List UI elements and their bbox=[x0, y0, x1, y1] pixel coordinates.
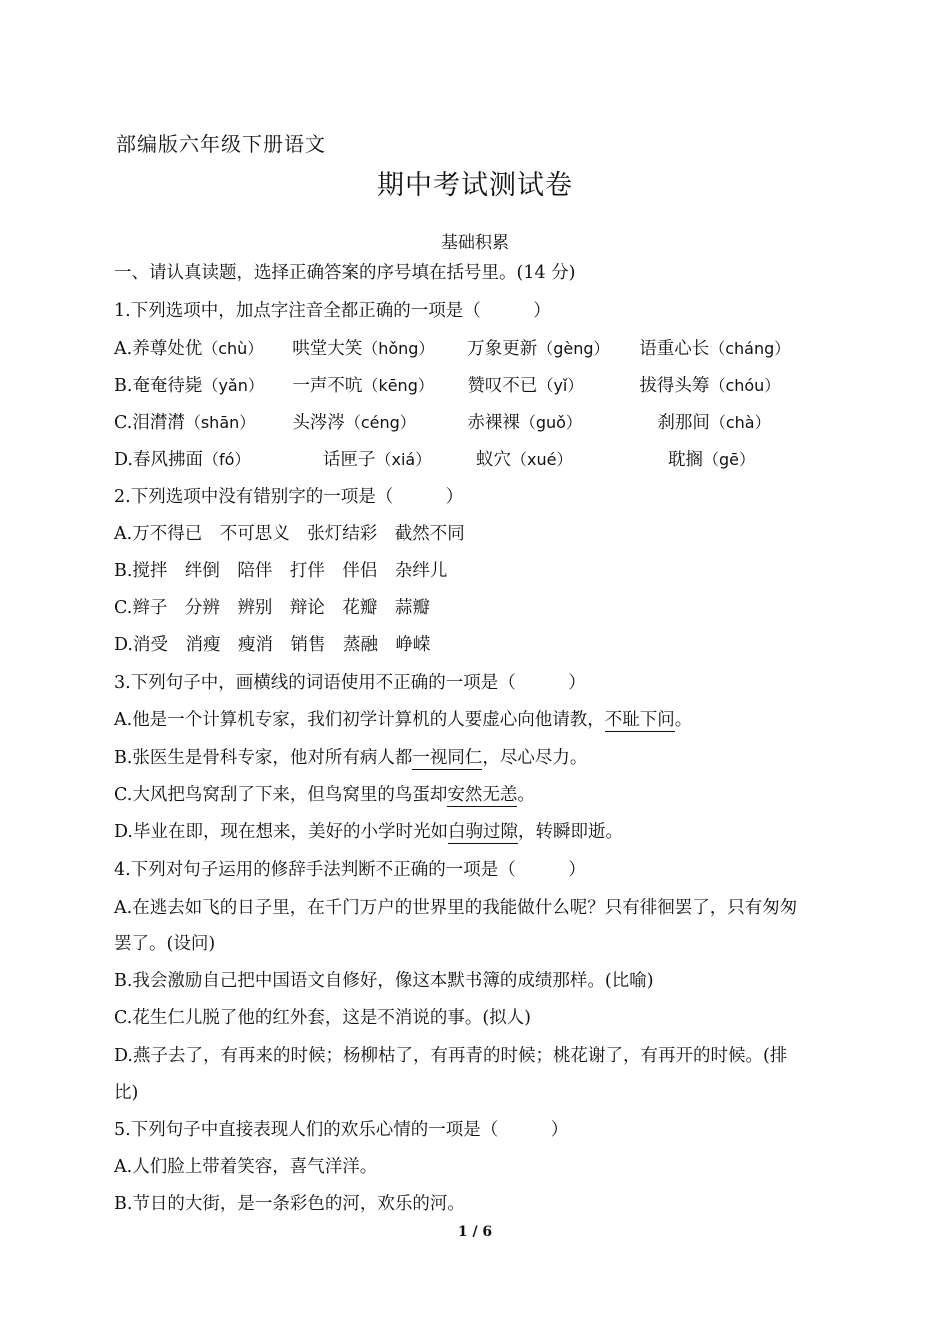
option-item: 耽搁（gē） bbox=[667, 450, 755, 470]
question-4-stem: 4.下列对句子运用的修辞手法判断不正确的一项是（ ） bbox=[114, 860, 586, 880]
option-item: 万象更新（gèng） bbox=[467, 339, 610, 359]
question-1-option-c bbox=[114, 412, 771, 434]
underlined-phrase: 安然无恙 bbox=[447, 785, 518, 805]
section-subtitle: 基础积累 bbox=[441, 233, 509, 253]
option-item: 话匣子（xiá） bbox=[322, 450, 432, 470]
question-3-option-b: B.张医生是骨科专家，他对所有病人都一视同仁，尽心尽力。 bbox=[114, 748, 588, 768]
question-3-option-d: D.毕业在即，现在想来，美好的小学时光如白驹过隙，转瞬即逝。 bbox=[114, 822, 623, 842]
option-label: B. bbox=[114, 376, 133, 396]
question-4-option-b: B.我会激励自己把中国语文自修好，像这本默书簿的成绩那样。(比喻) bbox=[114, 971, 654, 991]
option-item: 刹那间（chà） bbox=[657, 413, 771, 433]
option-item: 拔得头筹（chóu） bbox=[639, 376, 781, 396]
question-1-option-b bbox=[114, 375, 780, 397]
question-4-option-a-cont: 罢了。(设问) bbox=[114, 934, 216, 954]
option-item: 泪潸潸（shān） bbox=[132, 413, 256, 433]
option-label: D. bbox=[114, 450, 133, 470]
question-4-option-d: D.燕子去了，有再来的时候；杨柳枯了，有再青的时候；桃花谢了，有再开的时候。(排 bbox=[114, 1046, 788, 1066]
question-1-option-a bbox=[114, 338, 790, 360]
question-1-stem: 1.下列选项中，加点字注音全都正确的一项是（ ） bbox=[114, 301, 551, 321]
underlined-phrase: 一视同仁 bbox=[412, 748, 483, 768]
option-label: C. bbox=[114, 413, 133, 433]
question-5-option-a: A.人们脸上带着笑容，喜气洋洋。 bbox=[114, 1157, 378, 1177]
option-item: 蚁穴（xué） bbox=[475, 450, 573, 470]
question-2-option-c: C.辫子 分辨 辨别 辩论 花瓣 蒜瓣 bbox=[114, 598, 430, 618]
question-4-option-a: A.在逃去如飞的日子里，在千门万户的世界里的我能做什么呢？只有徘徊罢了，只有匆匆 bbox=[114, 898, 798, 918]
underlined-phrase: 白驹过隙 bbox=[447, 822, 518, 842]
option-item: 养尊处优（chù） bbox=[132, 339, 264, 359]
question-3-option-c: C.大风把鸟窝刮了下来，但鸟窝里的鸟蛋却安然无恙。 bbox=[114, 785, 535, 805]
question-2-option-a: A.万不得已 不可思义 张灯结彩 截然不同 bbox=[114, 524, 465, 544]
option-item: 语重心长（cháng） bbox=[639, 339, 791, 359]
question-4-option-c: C.花生仁儿脱了他的红外套，这是不消说的事。(拟人) bbox=[114, 1008, 531, 1028]
question-1-option-d bbox=[114, 449, 755, 471]
question-2-stem: 2.下列选项中没有错别字的一项是（ ） bbox=[114, 487, 464, 507]
page-header: 部编版六年级下册语文 bbox=[116, 132, 326, 156]
option-item: 头涔涔（céng） bbox=[292, 413, 416, 433]
option-item: 赞叹不已（yǐ） bbox=[467, 376, 584, 396]
question-5-option-b: B.节日的大街，是一条彩色的河，欢乐的河。 bbox=[114, 1194, 465, 1214]
option-item: 春风拂面（fó） bbox=[132, 450, 251, 470]
option-item: 赤裸裸（guǒ） bbox=[467, 413, 582, 433]
option-label: A. bbox=[114, 339, 133, 359]
section-instruction: 一、请认真读题，选择正确答案的序号填在括号里。(14 分) bbox=[114, 263, 576, 283]
question-2-option-d: D.消受 消瘦 瘦消 销售 蒸融 峥嵘 bbox=[114, 635, 431, 655]
question-2-option-b: B.搅拌 绊倒 陪伴 打伴 伴侣 杂绊儿 bbox=[114, 561, 448, 581]
page-number: 1 / 6 bbox=[457, 1224, 493, 1240]
page-title: 期中考试测试卷 bbox=[377, 170, 573, 201]
question-4-option-d-cont: 比) bbox=[114, 1083, 139, 1103]
option-item: 奄奄待毙（yǎn） bbox=[132, 376, 264, 396]
question-3-option-a: A.他是一个计算机专家，我们初学计算机的人要虚心向他请教，不耻下问。 bbox=[114, 710, 693, 730]
underlined-phrase: 不耻下问 bbox=[604, 710, 675, 730]
option-item: 哄堂大笑（hǒng） bbox=[292, 339, 435, 359]
question-3-stem: 3.下列句子中，画横线的词语使用不正确的一项是（ ） bbox=[114, 673, 586, 693]
question-5-stem: 5.下列句子中直接表现人们的欢乐心情的一项是（ ） bbox=[114, 1120, 569, 1140]
option-item: 一声不吭（kēng） bbox=[292, 376, 434, 396]
